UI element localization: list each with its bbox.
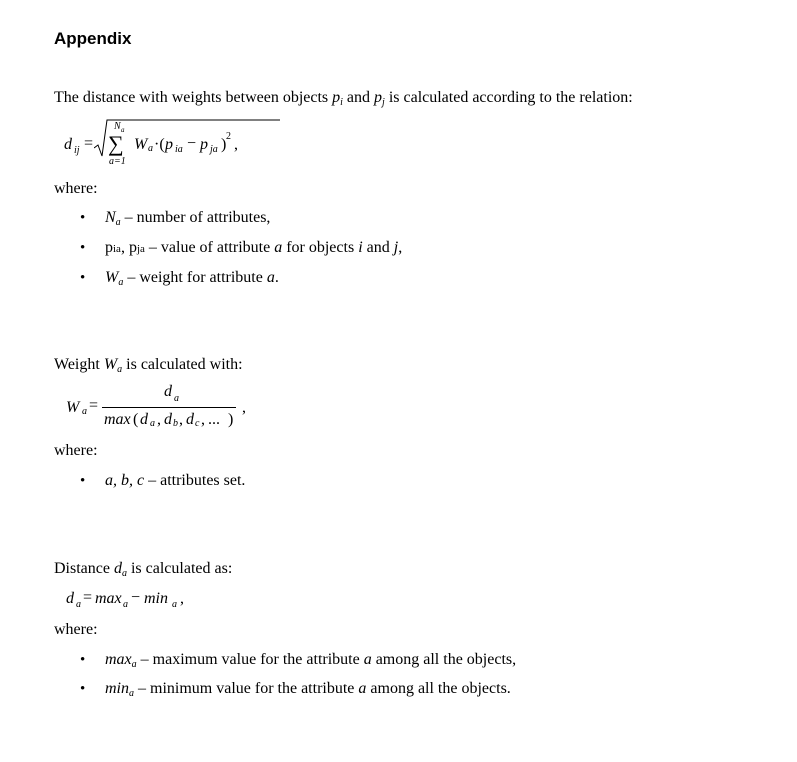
sub-ia: ia <box>113 243 121 255</box>
sub-a: a <box>118 277 124 288</box>
f3-d: d <box>66 590 74 607</box>
sub-j: j <box>382 97 385 108</box>
var-W: W <box>105 269 119 286</box>
f1-paren-open: ·( <box>154 136 165 153</box>
bullet: • <box>80 681 86 697</box>
where-label-3: where: <box>54 621 98 638</box>
f3-minus: − <box>131 589 141 606</box>
fraction-bar <box>102 407 236 408</box>
range-formula <box>62 588 222 616</box>
f3-d-sub: a <box>76 599 81 610</box>
list1-item-na <box>105 209 270 227</box>
list3-item-max <box>105 651 516 669</box>
list3-item-min <box>105 680 511 698</box>
distance-paragraph <box>54 560 232 578</box>
sub-i: i <box>340 97 343 108</box>
var-max: max <box>105 651 132 668</box>
f2-paren-open: ( <box>133 411 139 428</box>
item-text: – weight for attribute <box>123 269 267 286</box>
var-a: a <box>358 680 367 697</box>
list1-item-p <box>105 239 402 257</box>
var-d: d <box>113 560 122 577</box>
f1-W: W <box>134 136 148 153</box>
var-N: N <box>105 209 116 226</box>
bullet: • <box>80 210 86 226</box>
f2-comma: , <box>157 411 161 428</box>
f1-comma: , <box>234 136 238 153</box>
var-j: j <box>393 239 399 256</box>
weight-text: Weight <box>54 356 104 373</box>
f3-eq: = <box>83 589 93 606</box>
f1-W-sub: a <box>148 143 153 154</box>
var-p: p <box>374 89 383 106</box>
f3-min: min <box>144 590 168 607</box>
var-a: a <box>266 269 275 286</box>
sub-a: a <box>115 217 121 228</box>
f2-paren-close: ) <box>228 411 234 428</box>
sub-a: a <box>117 364 123 375</box>
distance-formula <box>58 114 258 174</box>
intro-text: The distance with weights between objects <box>54 89 333 106</box>
f3-max-sub: a <box>123 599 128 610</box>
f2-W-sub: a <box>82 406 87 417</box>
f2-num-sub: a <box>174 393 179 404</box>
bullet: • <box>80 240 86 256</box>
weight-text-end: is calculated with: <box>122 356 243 373</box>
item-text: – value of attribute <box>144 239 275 256</box>
f1-d-sub: ij <box>74 145 80 156</box>
item-text: – maximum value for the attribute <box>136 651 364 668</box>
where-label-2: where: <box>54 442 98 459</box>
sub-a: a <box>129 688 134 699</box>
f2-end-comma: , <box>242 399 246 416</box>
var-a: a <box>363 651 372 668</box>
f1-p-ia-sub: ia <box>175 144 183 155</box>
item-text: – number of attributes, <box>120 209 271 226</box>
item-text: among all the objects. <box>366 680 511 697</box>
bullet: • <box>80 473 86 489</box>
f1-p-ja: p <box>200 136 208 153</box>
var-p: p <box>332 89 341 106</box>
bullet: • <box>80 270 86 286</box>
sep: , <box>120 239 129 256</box>
appendix-heading: Appendix <box>54 29 132 48</box>
f1-d: d <box>64 136 72 153</box>
f1-sum-upper: N <box>114 121 121 132</box>
f1-power: 2 <box>226 131 231 142</box>
item-text: – attributes set. <box>144 472 246 489</box>
f2-eq: = <box>89 397 99 414</box>
f2-d-b: d <box>164 411 172 428</box>
item-text: among all the objects, <box>371 651 517 668</box>
f2-num-d: d <box>164 383 172 400</box>
item-text: and <box>362 239 394 256</box>
weight-formula <box>60 380 280 436</box>
f3-comma: , <box>180 590 184 607</box>
var-a: a <box>274 239 283 256</box>
list1-item-wa <box>105 269 279 287</box>
intro-text-end: is calculated according to the relation: <box>384 89 633 106</box>
f1-sum-upper-sub: a <box>121 126 125 134</box>
item-text: – minimum value for the attribute <box>134 680 359 697</box>
item-text: . <box>274 269 279 286</box>
item-text: for objects <box>282 239 359 256</box>
sub-a: a <box>131 659 137 670</box>
f2-d-b-sub: b <box>173 418 178 429</box>
f2-ellipsis: ... <box>208 411 220 428</box>
f1-paren-close: ) <box>221 136 227 153</box>
sub-ja: ja <box>136 243 145 255</box>
f1-eq: = <box>84 135 94 152</box>
var-abc: a, b, c <box>105 472 145 489</box>
distance-text-end: is calculated as: <box>126 560 233 577</box>
f2-comma: , <box>179 411 183 428</box>
f1-p-ia: p <box>165 136 173 153</box>
and-text: and <box>342 89 375 106</box>
f2-d-c-sub: c <box>195 418 200 429</box>
list2-item-attrs <box>105 472 245 490</box>
var-p: p <box>105 239 113 256</box>
f2-max: max <box>104 411 131 428</box>
sigma-icon: ∑ <box>108 131 124 156</box>
item-text: , <box>398 239 403 256</box>
f2-d-c: d <box>186 411 194 428</box>
f3-min-sub: a <box>172 599 177 610</box>
distance-text: Distance <box>54 560 114 577</box>
var-W: W <box>103 356 118 373</box>
sub-a: a <box>121 568 127 579</box>
f2-W: W <box>66 399 80 416</box>
intro-paragraph <box>54 89 633 107</box>
weight-paragraph <box>54 356 243 374</box>
f1-minus: − <box>187 135 197 152</box>
var-i: i <box>358 239 363 256</box>
f1-p-ja-sub: ja <box>210 144 218 155</box>
f2-comma: , <box>201 411 205 428</box>
bullet: • <box>80 652 86 668</box>
where-label-1: where: <box>54 180 98 197</box>
f1-sum-lower: a=1 <box>109 156 126 167</box>
f2-d-a-sub: a <box>150 418 155 429</box>
f2-d-a: d <box>140 411 148 428</box>
f3-max: max <box>95 590 122 607</box>
var-p: p <box>128 239 137 256</box>
var-min: min <box>105 680 129 697</box>
